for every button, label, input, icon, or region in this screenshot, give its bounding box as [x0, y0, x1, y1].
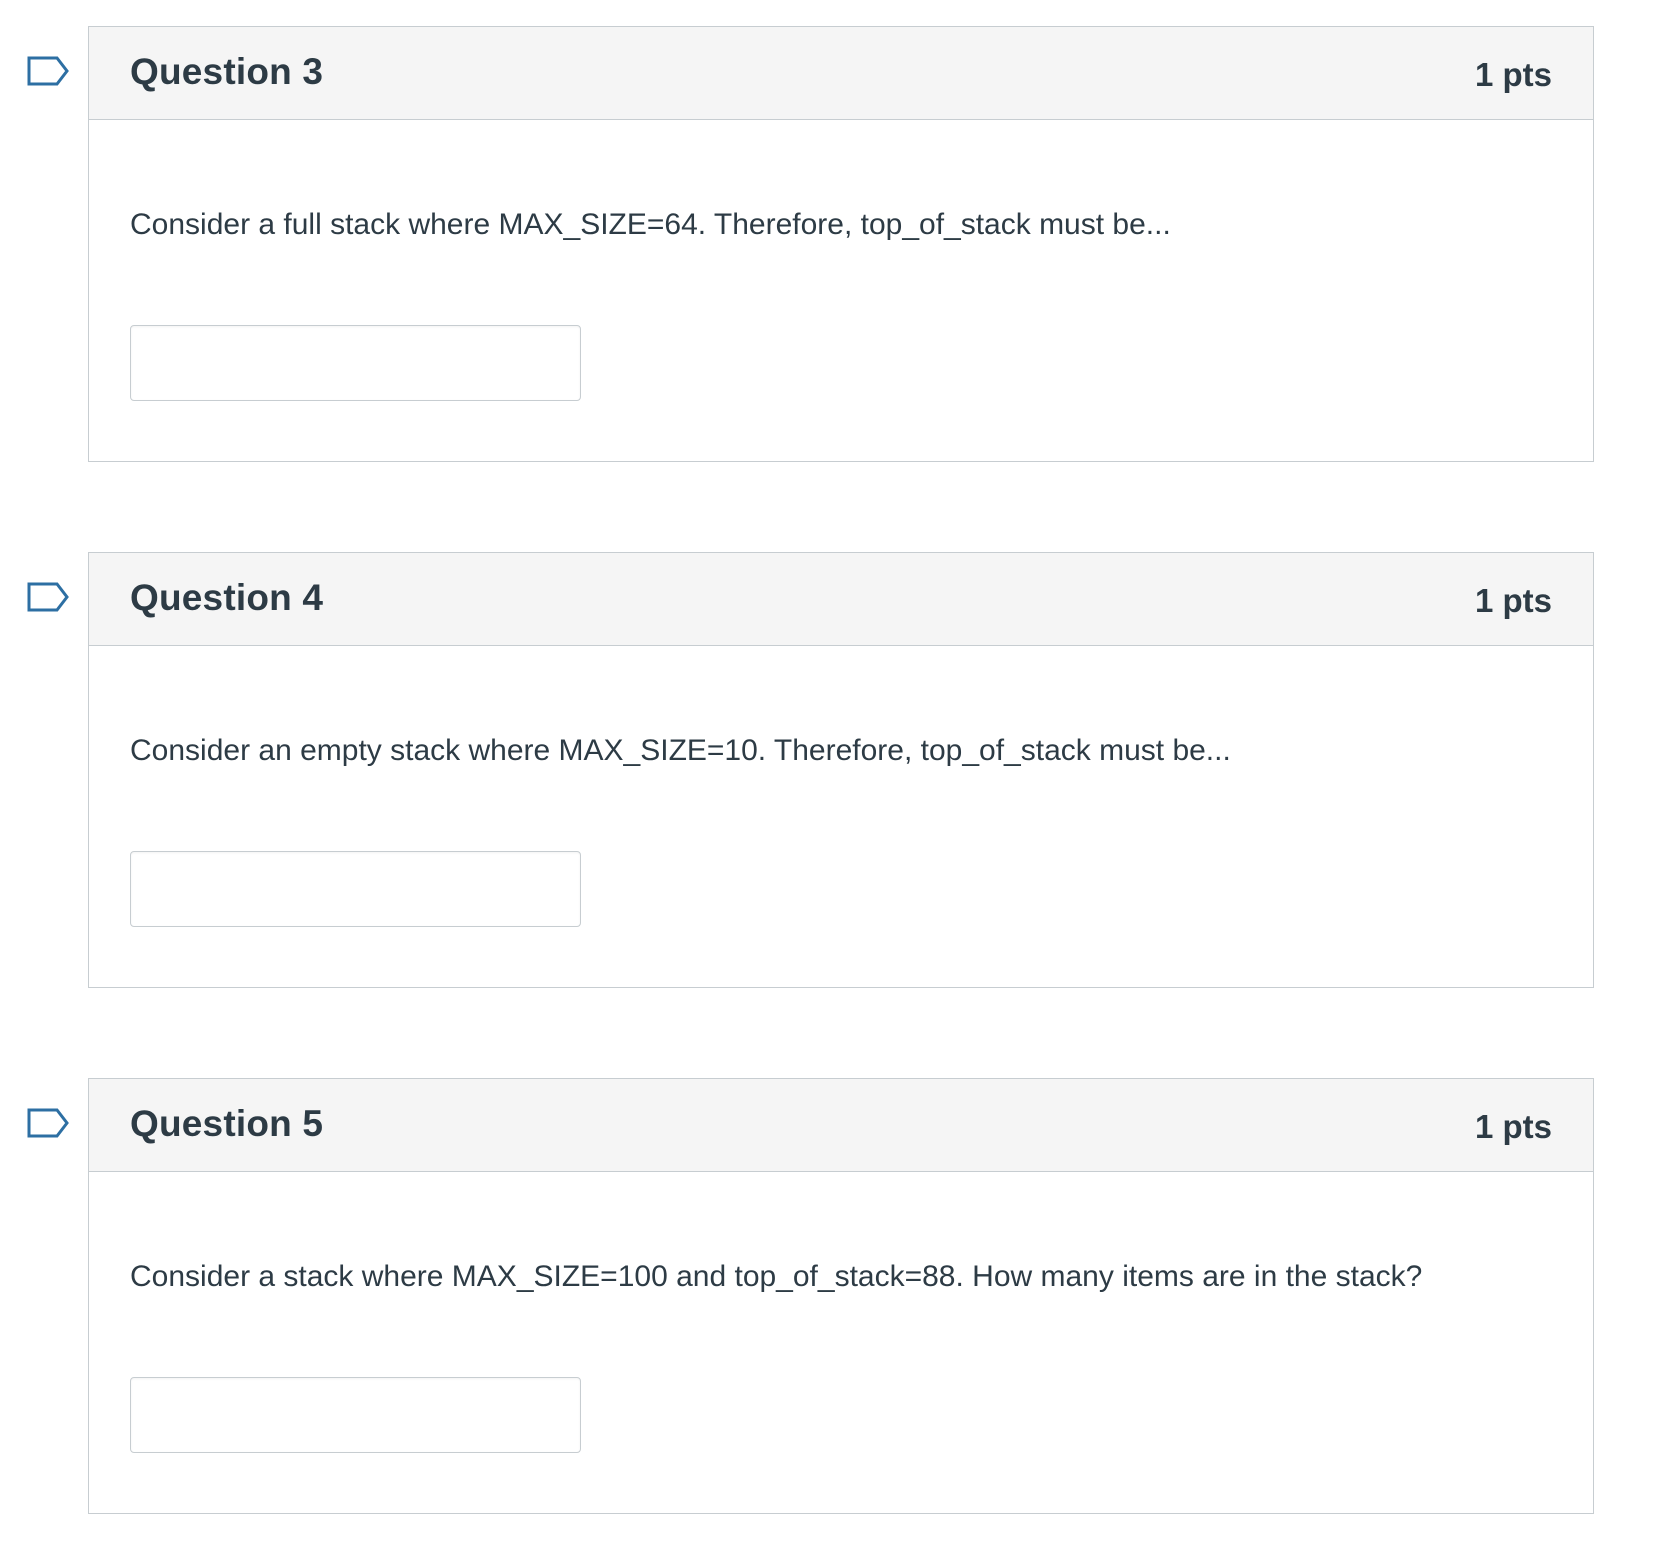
question-header	[89, 553, 1593, 646]
answer-input[interactable]	[130, 1377, 581, 1453]
question-4	[0, 552, 1673, 990]
question-text: Consider an empty stack where MAX_SIZE=10. Therefore, top_of_stack must be...	[130, 734, 1231, 767]
question-title: Question 3	[130, 51, 324, 92]
answer-input[interactable]	[130, 851, 581, 927]
question-card	[88, 26, 1594, 462]
question-title: Question 4	[130, 577, 324, 618]
question-5	[0, 1078, 1673, 1516]
question-points: 1 pts	[1474, 582, 1552, 619]
flag-question-icon[interactable]	[27, 56, 71, 86]
question-text: Consider a stack where MAX_SIZE=100 and top_of_stack=88. How many items are in the stack?	[130, 1260, 1423, 1293]
question-header	[89, 1079, 1593, 1172]
question-text: Consider a full stack where MAX_SIZE=64. Therefore, top_of_stack must be...	[130, 208, 1171, 241]
question-header	[89, 27, 1593, 120]
question-points: 1 pts	[1474, 1108, 1552, 1145]
question-3	[0, 26, 1673, 464]
question-title: Question 5	[130, 1103, 324, 1144]
flag-question-icon[interactable]	[27, 582, 71, 612]
question-card	[88, 1078, 1594, 1514]
question-points: 1 pts	[1474, 56, 1552, 93]
flag-question-icon[interactable]	[27, 1108, 71, 1138]
question-card	[88, 552, 1594, 988]
answer-input[interactable]	[130, 325, 581, 401]
